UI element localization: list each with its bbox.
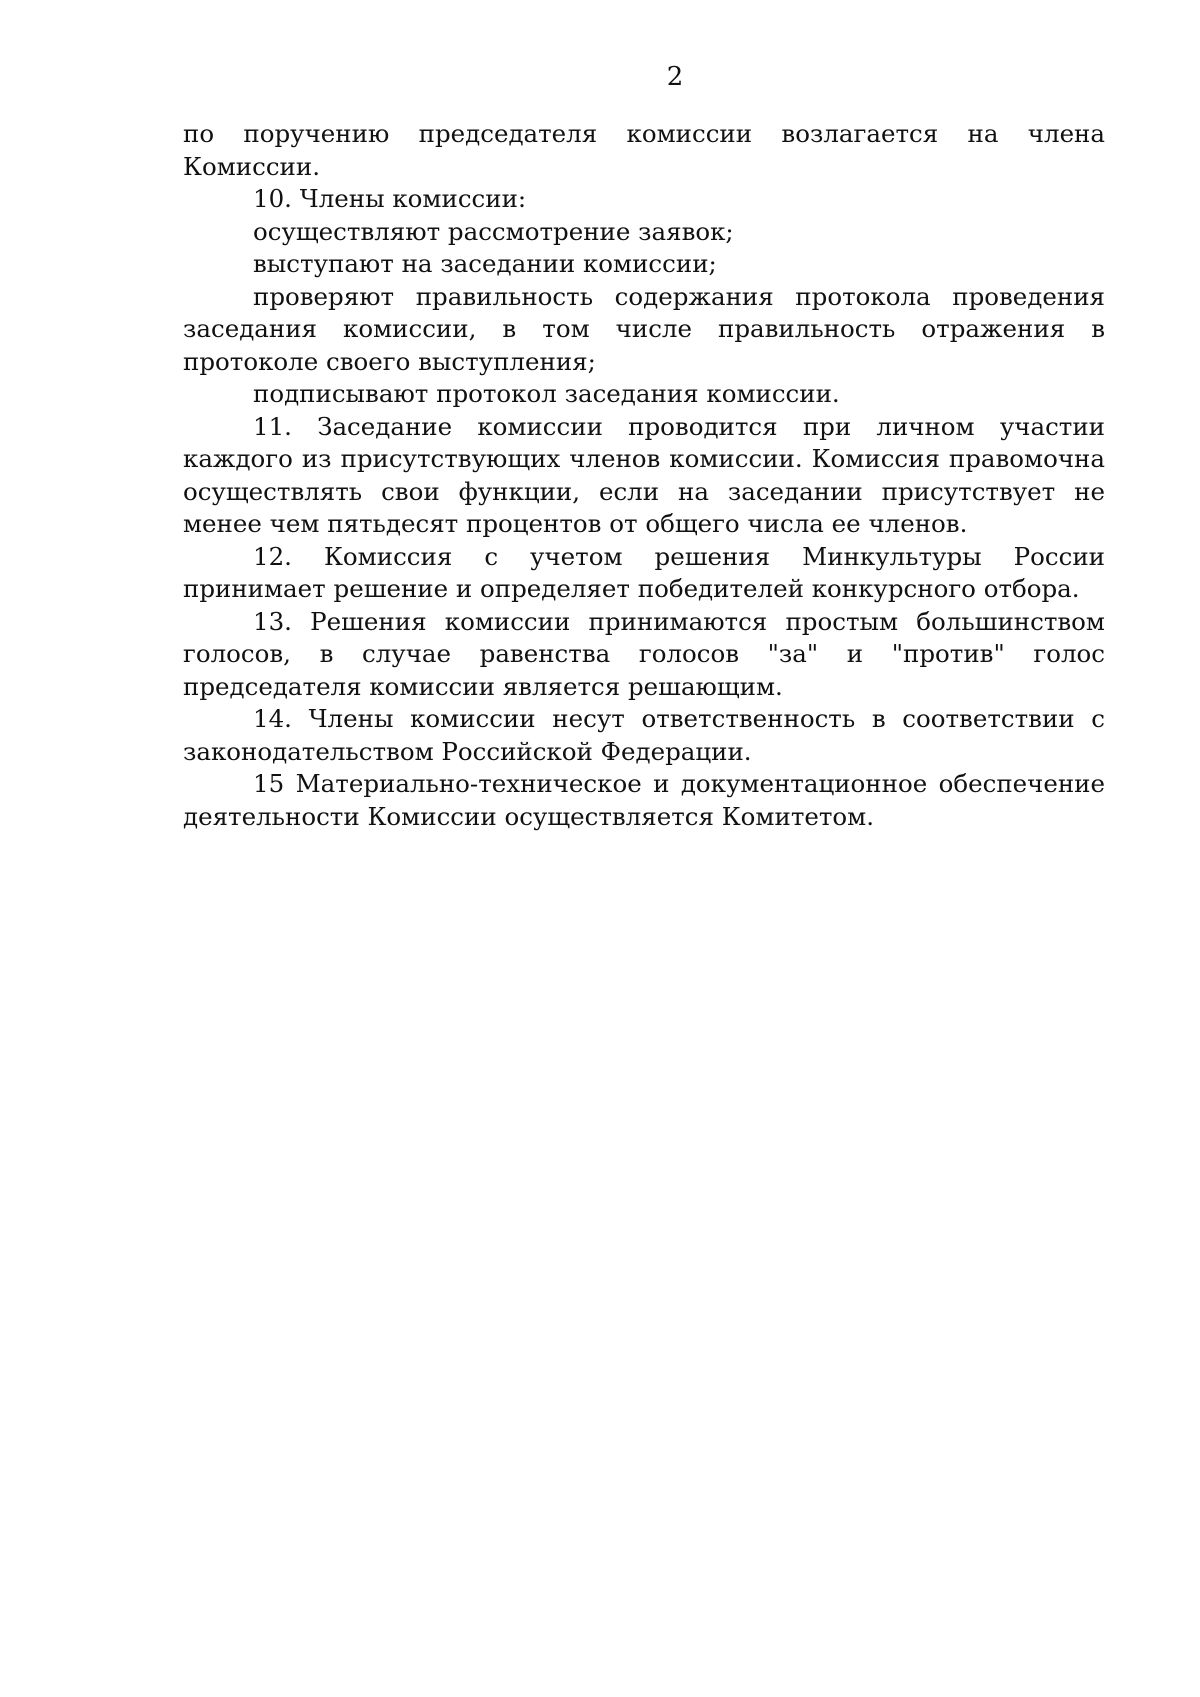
paragraph-10-item-1: осуществляют рассмотрение заявок; [253, 216, 734, 246]
document-body [183, 118, 1105, 833]
paragraph-11: 11. Заседание комиссии проводится при личном участии каждого из присутствующих членов комиссии. Комиссия правомочна осуществлять свои функции, если на заседании присутствует не менее чем пятьдесят процентов от общего числа ее членов. [183, 411, 1105, 538]
paragraph-13: 13. Решения комиссии принимаются простым большинством голосов, в случае равенства голосов "за" и "против" голос председателя комиссии является решающим. [183, 606, 1105, 701]
paragraph-10-item-3: проверяют правильность содержания протокола проведения заседания комиссии, в том числе правильность отражения в протоколе своего выступления; [183, 281, 1105, 376]
paragraph-12: 12. Комиссия с учетом решения Минкультуры России принимает решение и определяет победителей конкурсного отбора. [183, 541, 1105, 603]
paragraph-10-item-2: выступают на заседании комиссии; [253, 249, 717, 278]
paragraph-10-heading: 10. Члены комиссии: [253, 184, 527, 213]
paragraph-15: 15 Материально-техническое и документационное обеспечение деятельности Комиссии осуществляется Комитетом. [183, 769, 1105, 831]
paragraph-14: 14. Члены комиссии несут ответственность в соответствии с законодательством Российской Федерации. [183, 704, 1105, 766]
page-number: 2 [666, 62, 684, 92]
paragraph-continuation: по поручению председателя комиссии возлагается на члена Комиссии. [183, 119, 1105, 181]
paragraph-10-item-4: подписывают протокол заседания комиссии. [253, 379, 840, 408]
